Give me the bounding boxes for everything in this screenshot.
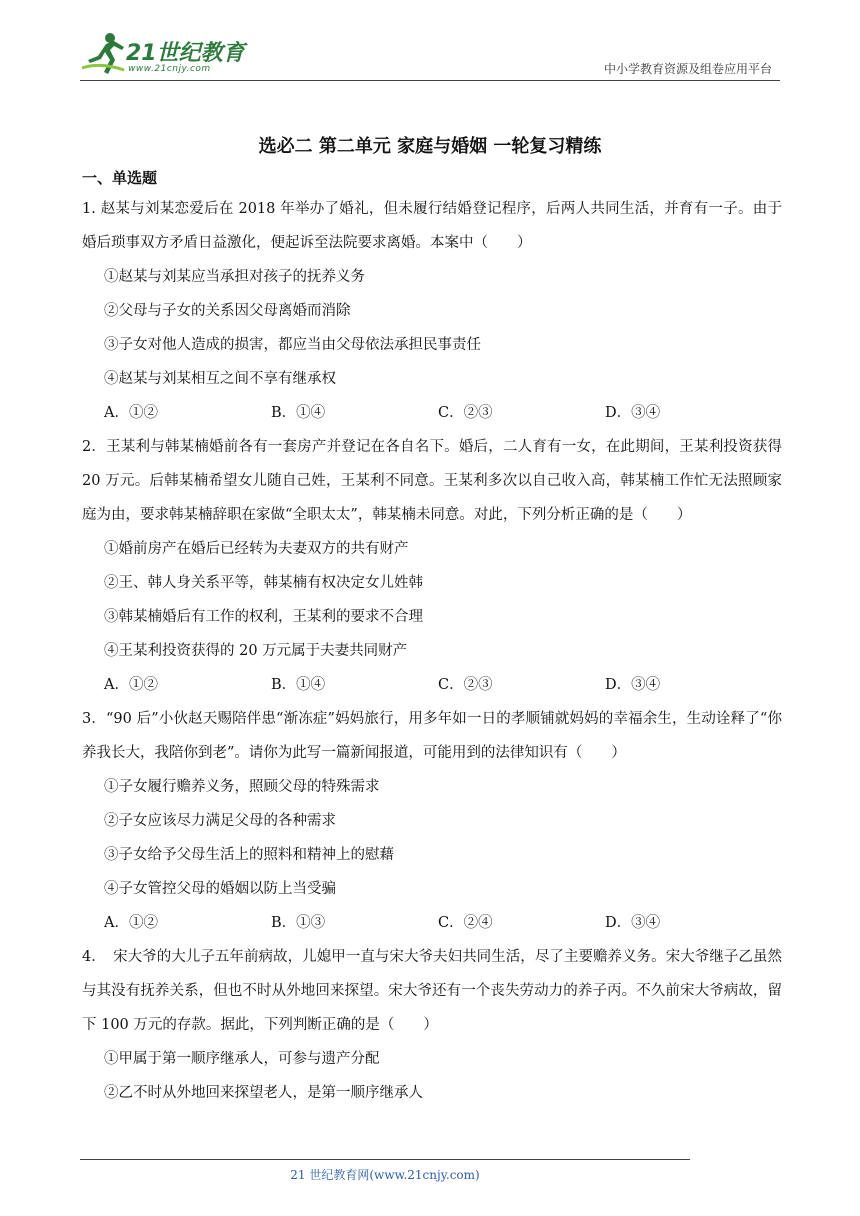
choice-a[interactable]: A．①② xyxy=(104,677,158,693)
statement-option: ④王某利投资获得的 20 万元属于夫妻共同财产 xyxy=(104,643,408,659)
choice-b[interactable]: B．①③ xyxy=(271,915,326,931)
page-header xyxy=(0,0,860,90)
question-1 xyxy=(82,192,782,430)
logo-text: 21世纪教育 xyxy=(126,41,245,66)
choice-b[interactable]: B．①④ xyxy=(271,405,326,421)
logo xyxy=(80,30,250,80)
runner-logo-icon xyxy=(80,32,126,76)
choice-c[interactable]: C．②③ xyxy=(438,405,493,421)
question-2 xyxy=(82,430,782,702)
statement-option: ④子女管控父母的婚姻以防上当受骗 xyxy=(104,881,336,897)
question-stem: 4． 宋大爷的大儿子五年前病故，儿媳甲一直与宋大爷夫妇共同生活，尽了主要赡养义务。宋大爷继子乙虽然与其没有抚养关系，但也不时从外地回来探望。宋大爷还有一个丧失劳动力的养子丙。不久前宋大爷病故，留下 100 万元的存款。据此，下列判断正确的是（ ） xyxy=(82,949,782,1033)
page-title: 选必二 第二单元 家庭与婚姻 一轮复习精练 xyxy=(258,136,602,157)
questions-area xyxy=(82,192,782,1110)
platform-label: 中小学教育资源及组卷应用平台 xyxy=(603,62,772,76)
statement-option: ③子女给予父母生活上的照料和精神上的慰藉 xyxy=(104,847,394,863)
question-stem: 3．“90 后”小伙赵天赐陪伴患“渐冻症”妈妈旅行，用多年如一日的孝顺铺就妈妈的幸福余生，生动诠释了“你养我长大，我陪你到老”。请你为此写一篇新闻报道，可能用到的法律知识有（ ） xyxy=(82,711,782,761)
question-4 xyxy=(82,940,782,1110)
statement-option: ②王、韩人身关系平等，韩某楠有权决定女儿姓韩 xyxy=(104,575,423,591)
choice-d[interactable]: D．③④ xyxy=(605,677,661,693)
answer-choices xyxy=(82,668,782,702)
statement-option: ①甲属于第一顺序继承人，可参与遗产分配 xyxy=(104,1051,380,1067)
answer-choices xyxy=(82,396,782,430)
choice-d[interactable]: D．③④ xyxy=(605,915,661,931)
statement-option: ②父母与子女的关系因父母离婚而消除 xyxy=(104,303,351,319)
statement-option: ③韩某楠婚后有工作的权利，王某利的要求不合理 xyxy=(104,609,423,625)
choice-d[interactable]: D．③④ xyxy=(605,405,661,421)
answer-choices xyxy=(82,906,782,940)
choice-b[interactable]: B．①④ xyxy=(271,677,326,693)
statement-option: ③子女对他人造成的损害，都应当由父母依法承担民事责任 xyxy=(104,337,481,353)
statement-option: ②乙不时从外地回来探望老人，是第一顺序继承人 xyxy=(104,1085,423,1101)
statement-option: ①赵某与刘某应当承担对孩子的抚养义务 xyxy=(104,269,365,285)
question-stem: 2．王某利与韩某楠婚前各有一套房产并登记在各自名下。婚后，二人育有一女，在此期间，王某利投资获得 20 万元。后韩某楠希望女儿随自己姓，王某利不同意。王某利多次以自己收入高，韩某楠工作忙无法照顾家庭为由，要求韩某楠辞职在家做“全职太太”，韩某楠未同意。对此，下列分析正确的是（ ） xyxy=(82,439,782,523)
footer-divider xyxy=(80,1159,690,1160)
logo-url: www.21cnjy.com xyxy=(128,64,211,74)
choice-c[interactable]: C．②③ xyxy=(438,677,493,693)
question-3 xyxy=(82,702,782,940)
section-heading: 一、单选题 xyxy=(82,169,158,187)
choice-c[interactable]: C．②④ xyxy=(438,915,493,931)
statement-option: ①子女履行赡养义务，照顾父母的特殊需求 xyxy=(104,779,380,795)
choice-a[interactable]: A．①② xyxy=(104,915,158,931)
question-stem: 1. 赵某与刘某恋爱后在 2018 年举办了婚礼，但未履行结婚登记程序，后两人共同生活，并育有一子。由于婚后琐事双方矛盾日益激化，便起诉至法院要求离婚。本案中（ ） xyxy=(82,201,782,251)
statement-option: ①婚前房产在婚后已经转为夫妻双方的共有财产 xyxy=(104,541,409,557)
header-divider xyxy=(80,80,780,81)
footer-link[interactable]: 21 世纪教育网(www.21cnjy.com) xyxy=(290,1168,480,1182)
statement-option: ②子女应该尽力满足父母的各种需求 xyxy=(104,813,336,829)
choice-a[interactable]: A．①② xyxy=(104,405,158,421)
statement-option: ④赵某与刘某相互之间不享有继承权 xyxy=(104,371,336,387)
